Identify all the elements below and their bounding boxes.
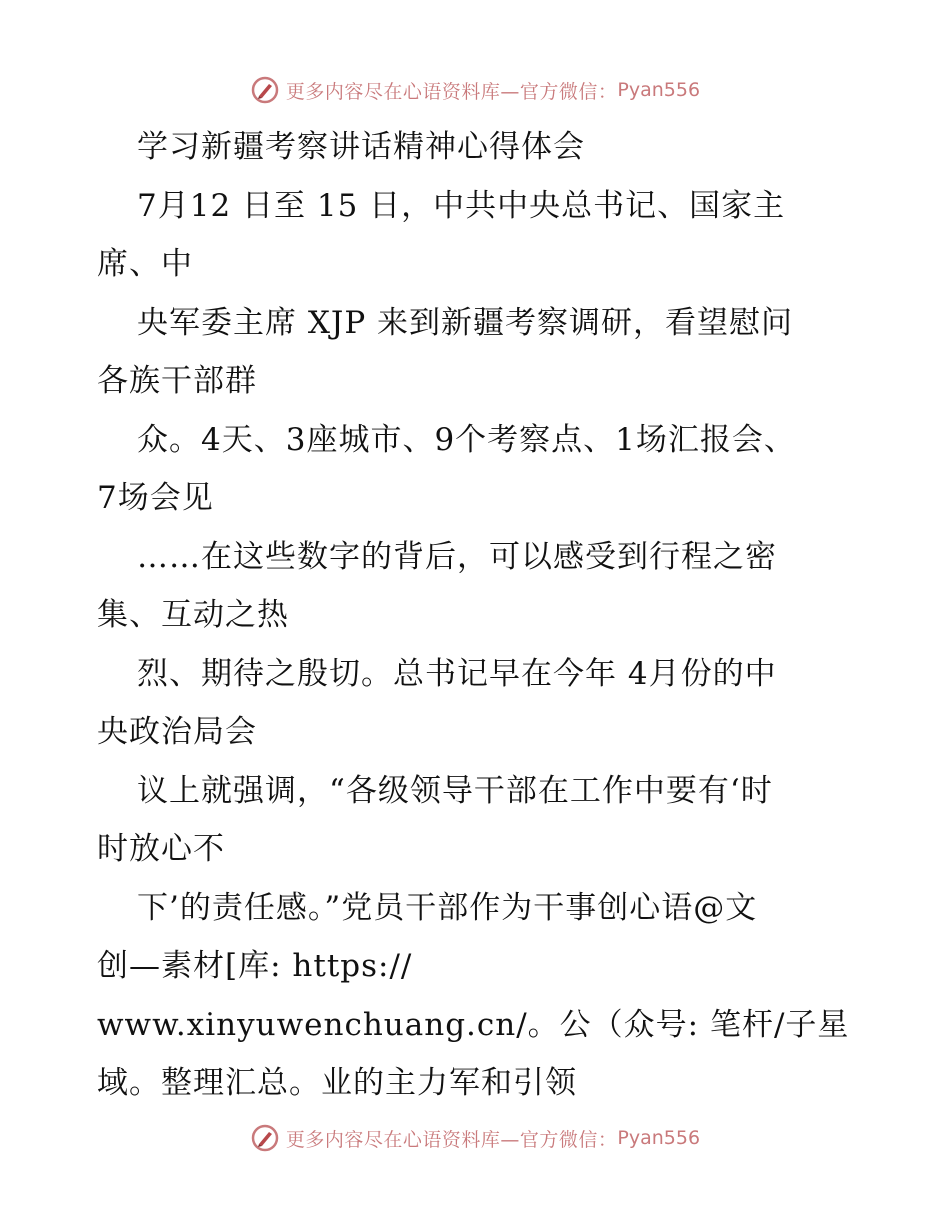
document-line: 众。4天、3座城市、9个考察点、1场汇报会、: [137, 421, 796, 458]
header-watermark: [0, 72, 950, 108]
document-body: [97, 118, 897, 1113]
document-line: www.xinyuwenchuang.cn/。公（众号: 笔杆/子星: [97, 1006, 850, 1043]
footer-watermark: [0, 1120, 950, 1156]
pen-circle-logo-icon: [250, 1123, 280, 1153]
watermark-text: 更多内容尽在心语资料库—官方微信：: [285, 1128, 618, 1151]
document-line: 域。整理汇总。业的主力军和引领: [97, 1065, 577, 1101]
document-line: 7月12 日至 15 日，中共中央总书记、国家主: [137, 187, 786, 224]
pen-circle-logo-icon: [250, 75, 280, 105]
watermark-contact: Pyan556: [617, 79, 701, 101]
document-line: 烈、期待之殷切。总书记早在今年 4月份的中: [137, 655, 777, 692]
document-line: 央政治局会: [97, 714, 257, 750]
document-line: 创—素材[库: https://: [97, 948, 413, 984]
document-line: 学习新疆考察讲话精神心得体会: [137, 129, 585, 165]
watermark-text: 更多内容尽在心语资料库—官方微信：: [285, 80, 618, 103]
document-line: 席、中: [97, 246, 193, 282]
document-line: 时放心不: [97, 831, 225, 867]
document-line: 集、互动之热: [97, 597, 289, 633]
document-line: 央军委主席 XJP 来到新疆考察调研，看望慰问: [137, 304, 794, 341]
document-line: 各族干部群: [97, 363, 257, 399]
document-line: 下’的责任感。”党员干部作为干事创心语@文: [137, 889, 758, 926]
document-line: 7场会见: [97, 480, 214, 516]
watermark-contact: Pyan556: [617, 1127, 701, 1149]
document-line: ……在这些数字的背后，可以感受到行程之密: [137, 538, 777, 575]
document-line: 议上就强调，“各级领导干部在工作中要有‘时: [137, 772, 773, 809]
